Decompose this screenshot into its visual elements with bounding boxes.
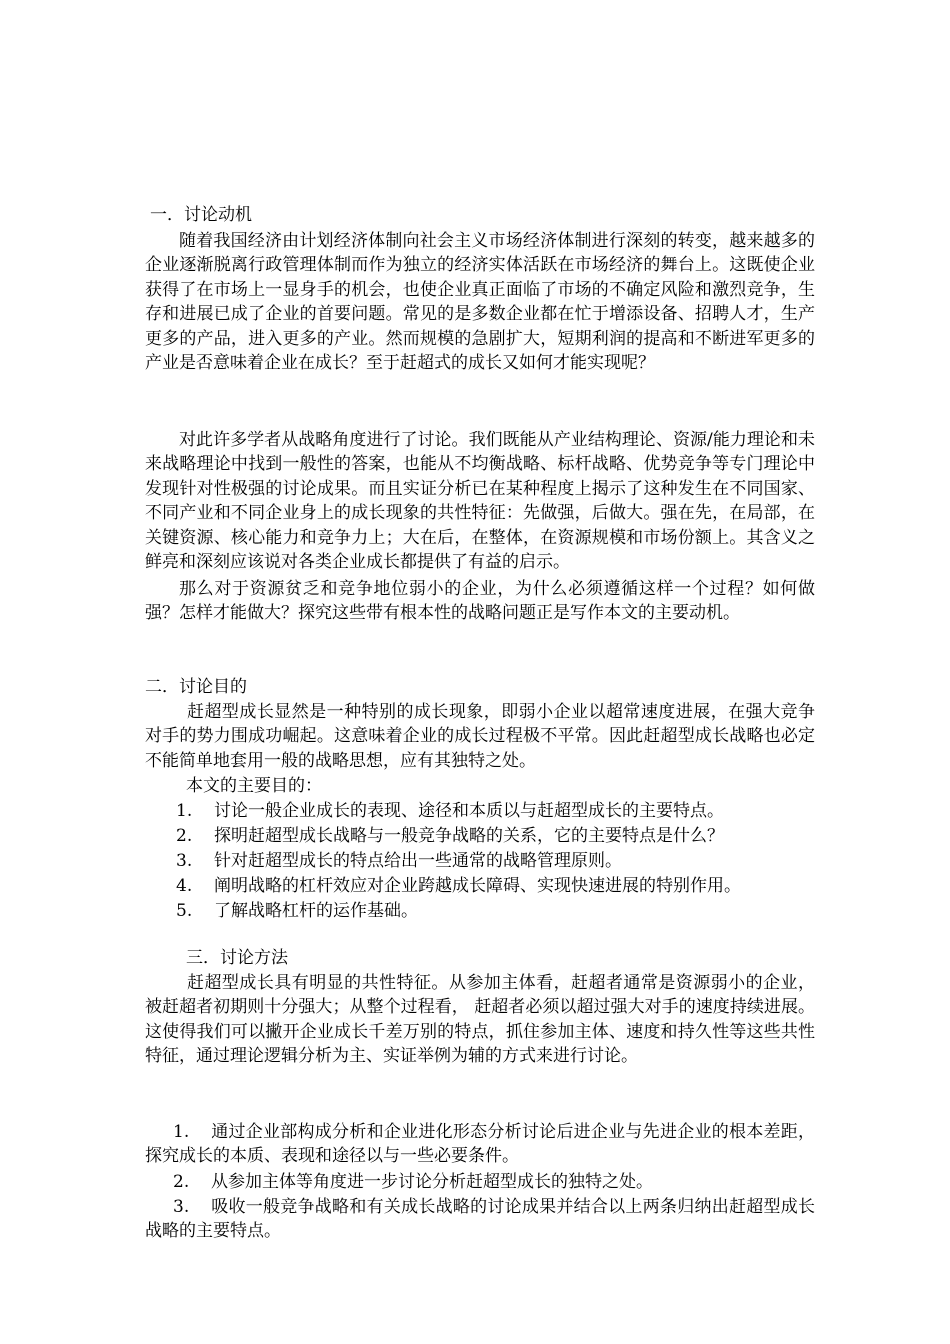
list-number: 5. [176,901,193,921]
paragraph: 随着我国经济由计划经济体制向社会主义市场经济体制进行深刻的转变，越来越多的企业逐渐脱离行政管理体制而作为独立的经济实体活跃在市场经济的舞台上。这既使企业获得了在市场上一显身手的机会，也使企业真正面临了市场的不确定风险和激烈竞争，生存和进展已成了企业的首要问题。常见的是多数企业都在忙于增添设备、招聘人才，生产更多的产品，进入更多的产业。然而规模的急剧扩大，短期利润的提高和不断进军更多的产业是否意味着企业在成长？至于赶超式的成长又如何才能实现呢？ [145,231,815,374]
list-text: 探明赶超型成长战略与一般竞争战略的关系，它的主要特点是什么？ [214,826,724,846]
method-item [145,1170,815,1194]
section-heading-method: 三．讨论方法 [186,948,288,968]
list-number: 2. [176,826,193,846]
purpose-intro: 本文的主要目的： [186,776,322,796]
list-number: 1. [176,801,193,821]
list-item [176,849,846,873]
list-item [176,799,846,823]
paragraph: 赶超型成长显然是一种特别的成长现象，即弱小企业以超常速度进展，在强大竞争对手的势力围成功崛起。这意味着企业的成长过程极不平常。因此赶超型成长战略也必定不能简单地套用一般的战略思想，应有其独特之处。 [145,702,815,771]
paragraph: 对此许多学者从战略角度进行了讨论。我们既能从产业结构理论、资源/能力理论和未来战略理论中找到一般性的答案，也能从不均衡战略、标杆战略、优势竞争等专门理论中发现针对性极强的讨论成果。而且实证分析已在某种程度上揭示了这种发生在不同国家、不同产业和不同企业身上的成长现象的共性特征：先做强，后做大。强在先，在局部，在关键资源、核心能力和竞争力上；大在后，在整体，在资源规模和市场份额上。其含义之鲜亮和深刻应该说对各类企业成长都提供了有益的启示。 [145,430,815,573]
list-text: 通过企业部构成分析和企业进化形态分析讨论后进企业与先进企业的根本差距，探究成长的本质、表现和途径以与一些必要条件。 [145,1122,815,1167]
section-heading-motivation: 一．讨论动机 [150,205,252,225]
list-number: 2. [173,1172,190,1192]
list-number: 3. [173,1197,190,1217]
list-text: 从参加主体等角度进一步讨论分析赶超型成长的独特之处。 [211,1172,653,1192]
paragraph: 赶超型成长具有明显的共性特征。从参加主体看，赶超者通常是资源弱小的企业，被赶超者初期则十分强大；从整个过程看， 赶超者必须以超过强大对手的速度持续进展。这使得我们可以撇开企业成长千差万别的特点，抓住参加主体、速度和持久性等这些共性特征，通过理论逻辑分析为主、实证举例为辅的方式来进行讨论。 [145,973,815,1067]
section-heading-purpose: 二．讨论目的 [145,677,247,697]
method-item [145,1120,815,1169]
list-text: 讨论一般企业成长的表现、途径和本质以与赶超型成长的主要特点。 [214,801,724,821]
paragraph: 那么对于资源贫乏和竞争地位弱小的企业，为什么必须遵循这样一个过程？如何做强？怎样才能做大？探究这些带有根本性的战略问题正是写作本文的主要动机。 [145,579,815,624]
list-text: 阐明战略的杠杆效应对企业跨越成长障碍、实现快速进展的特别作用。 [214,876,741,896]
list-number: 3. [176,851,193,871]
list-number: 1. [173,1122,190,1142]
list-item [176,874,846,898]
list-number: 4. [176,876,193,896]
list-text: 针对赶超型成长的特点给出一些通常的战略管理原则。 [214,851,622,871]
list-item [176,824,846,848]
list-text: 了解战略杠杆的运作基础。 [214,901,418,921]
list-text: 吸收一般竞争战略和有关成长战略的讨论成果并结合以上两条归纳出赶超型成长战略的主要特点。 [145,1197,815,1242]
list-item [176,899,846,923]
method-item [145,1195,815,1244]
